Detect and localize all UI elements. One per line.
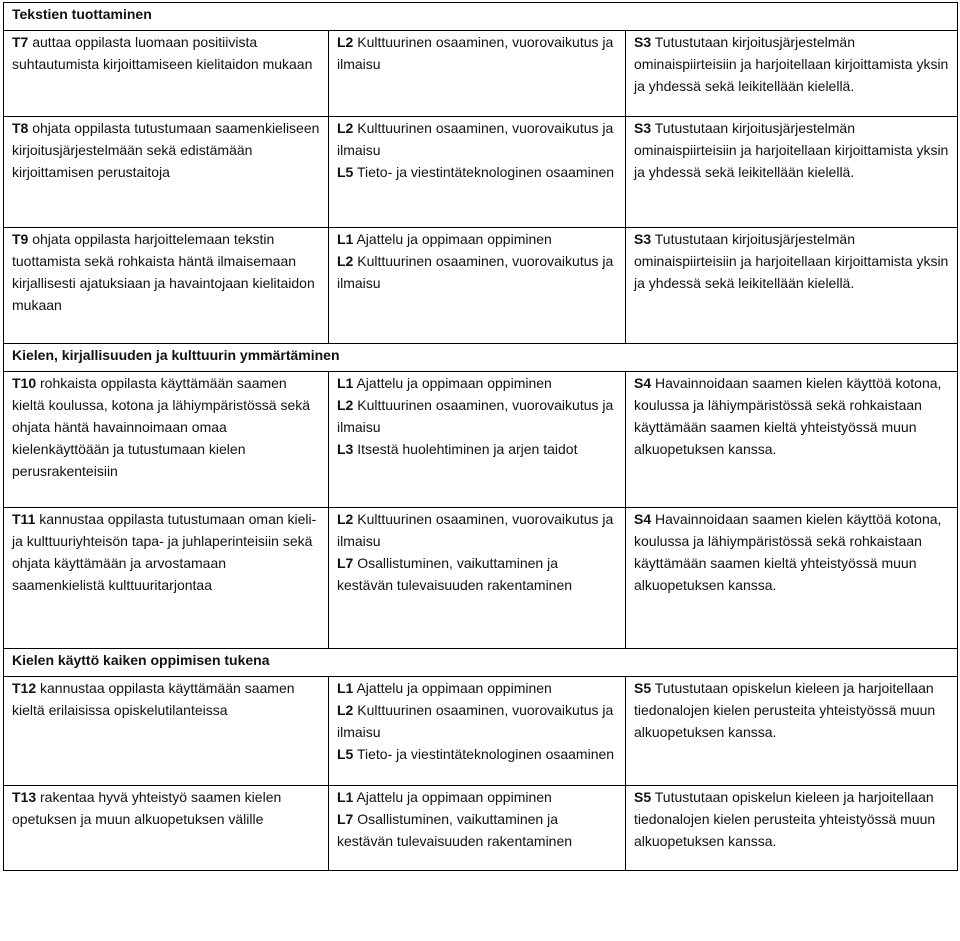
- section-title-kielen-kaytto: Kielen käyttö kaiken oppimisen tukena: [4, 649, 958, 677]
- competence-text: Ajattelu ja oppimaan oppiminen: [356, 680, 552, 696]
- competence-text: Kulttuurinen osaaminen, vuorovaikutus ja ilmaisu: [337, 702, 614, 740]
- goal-code: T10: [12, 375, 37, 391]
- competence-code: L2: [337, 702, 354, 718]
- goal-cell-t13: [4, 786, 329, 871]
- competence-text: Tieto- ja viestintäteknologinen osaaminen: [356, 164, 615, 180]
- competence-code: L2: [337, 397, 354, 413]
- goal-text: auttaa oppilasta luomaan positiivista suhtautumista kirjoittamiseen kielitaidon mukaan: [12, 34, 313, 72]
- content-cell-t13: [626, 786, 958, 871]
- content-code: S3: [634, 120, 652, 136]
- competence-code: L2: [337, 511, 354, 527]
- goal-code: T8: [12, 120, 29, 136]
- goal-code: T12: [12, 680, 37, 696]
- competence-code: L5: [337, 164, 354, 180]
- content-cell-t7: [626, 31, 958, 117]
- goal-code: T11: [12, 511, 36, 527]
- goal-code: T9: [12, 231, 29, 247]
- competence-text: Kulttuurinen osaaminen, vuorovaikutus ja ilmaisu: [337, 511, 614, 549]
- content-cell-t9: [626, 228, 958, 344]
- competence-code: L3: [337, 441, 354, 457]
- goal-cell-t12: [4, 677, 329, 786]
- goal-text: kannustaa oppilasta tutustumaan oman kieli- ja kulttuuriyhteisön tapa- ja juhlaperinteisiin sekä ohjata käyttämään ja arvostamaan saamenkielistä kulttuuritarjontaa: [12, 511, 317, 593]
- content-cell-t11: [626, 508, 958, 649]
- competence-code: L1: [337, 375, 354, 391]
- content-text: Tutustutaan kirjoitusjärjestelmän ominaispiirteisiin ja harjoitellaan kirjoittamista yksin ja yhdessä sekä leikitellään kielellä.: [634, 34, 949, 94]
- goal-cell-t11: [4, 508, 329, 649]
- goal-text: ohjata oppilasta tutustumaan saamenkieliseen kirjoitusjärjestelmään sekä edistämään kirjoittamisen perustaitoja: [12, 120, 320, 180]
- goal-text: kannustaa oppilasta käyttämään saamen kieltä erilaisissa opiskelutilanteissa: [12, 680, 295, 718]
- competence-text: Osallistuminen, vaikuttaminen ja kestävän tulevaisuuden rakentaminen: [337, 555, 573, 593]
- competence-code: L5: [337, 746, 354, 762]
- content-text: Tutustutaan kirjoitusjärjestelmän ominaispiirteisiin ja harjoitellaan kirjoittamista yksin ja yhdessä sekä leikitellään kielellä.: [634, 231, 949, 291]
- competence-text: Kulttuurinen osaaminen, vuorovaikutus ja ilmaisu: [337, 120, 614, 158]
- competence-cell-t12: [329, 677, 626, 786]
- competence-code: L7: [337, 555, 354, 571]
- content-cell-t10: [626, 372, 958, 508]
- competence-code: L2: [337, 34, 354, 50]
- curriculum-table: [3, 2, 958, 871]
- competence-code: L2: [337, 120, 354, 136]
- content-text: Tutustutaan opiskelun kieleen ja harjoitellaan tiedonalojen kielen perusteita yhteistyössä muun alkuopetuksen kanssa.: [634, 680, 936, 740]
- competence-cell-t8: [329, 117, 626, 228]
- content-text: Havainnoidaan saamen kielen käyttöä kotona, koulussa ja lähiympäristössä sekä rohkaistaan käyttämään saamen kieltä yhteistyössä muun alkuopetuksen kanssa.: [634, 375, 942, 457]
- content-text: Tutustutaan opiskelun kieleen ja harjoitellaan tiedonalojen kielen perusteita yhteistyössä muun alkuopetuksen kanssa.: [634, 789, 936, 849]
- competence-code: L7: [337, 811, 354, 827]
- competence-text: Kulttuurinen osaaminen, vuorovaikutus ja ilmaisu: [337, 397, 614, 435]
- content-text: Havainnoidaan saamen kielen käyttöä kotona, koulussa ja lähiympäristössä sekä rohkaistaan käyttämään saamen kieltä yhteistyössä muun alkuopetuksen kanssa.: [634, 511, 942, 593]
- section-title-kielen-kirjallisuuden: Kielen, kirjallisuuden ja kulttuurin ymmärtäminen: [4, 344, 958, 372]
- competence-code: L1: [337, 789, 354, 805]
- goal-code: T7: [12, 34, 29, 50]
- content-cell-t12: [626, 677, 958, 786]
- content-code: S3: [634, 231, 652, 247]
- competence-text: Osallistuminen, vaikuttaminen ja kestävän tulevaisuuden rakentaminen: [337, 811, 573, 849]
- competence-text: Kulttuurinen osaaminen, vuorovaikutus ja ilmaisu: [337, 253, 614, 291]
- content-code: S5: [634, 789, 652, 805]
- competence-text: Ajattelu ja oppimaan oppiminen: [356, 231, 552, 247]
- competence-cell-t7: [329, 31, 626, 117]
- competence-text: Ajattelu ja oppimaan oppiminen: [356, 375, 552, 391]
- competence-cell-t13: [329, 786, 626, 871]
- competence-code: L1: [337, 231, 354, 247]
- goal-cell-t10: [4, 372, 329, 508]
- competence-cell-t11: [329, 508, 626, 649]
- competence-text: Ajattelu ja oppimaan oppiminen: [356, 789, 552, 805]
- content-code: S5: [634, 680, 652, 696]
- competence-text: Tieto- ja viestintäteknologinen osaaminen: [356, 746, 615, 762]
- competence-cell-t9: [329, 228, 626, 344]
- section-title-tekstien-tuottaminen: Tekstien tuottaminen: [4, 3, 958, 31]
- goal-code: T13: [12, 789, 37, 805]
- goal-cell-t7: [4, 31, 329, 117]
- content-text: Tutustutaan kirjoitusjärjestelmän ominaispiirteisiin ja harjoitellaan kirjoittamista yksin ja yhdessä sekä leikitellään kielellä.: [634, 120, 949, 180]
- competence-code: L1: [337, 680, 354, 696]
- competence-text: Itsestä huolehtiminen ja arjen taidot: [357, 441, 578, 457]
- goal-cell-t8: [4, 117, 329, 228]
- goal-text: rohkaista oppilasta käyttämään saamen kieltä koulussa, kotona ja lähiympäristössä sekä ohjata häntä havainnoimaan omaa kielenkäyttöään ja tutustumaan kielen perusrakenteisiin: [12, 375, 311, 479]
- content-cell-t8: [626, 117, 958, 228]
- competence-code: L2: [337, 253, 354, 269]
- content-code: S4: [634, 375, 652, 391]
- competence-text: Kulttuurinen osaaminen, vuorovaikutus ja ilmaisu: [337, 34, 614, 72]
- competence-cell-t10: [329, 372, 626, 508]
- content-code: S4: [634, 511, 652, 527]
- content-code: S3: [634, 34, 652, 50]
- goal-cell-t9: [4, 228, 329, 344]
- goal-text: ohjata oppilasta harjoittelemaan tekstin tuottamista sekä rohkaista häntä ilmaisemaan kirjallisesti ajatuksiaan ja havaintojaan kielitaidon mukaan: [12, 231, 315, 313]
- goal-text: rakentaa hyvä yhteistyö saamen kielen opetuksen ja muun alkuopetuksen välille: [12, 789, 282, 827]
